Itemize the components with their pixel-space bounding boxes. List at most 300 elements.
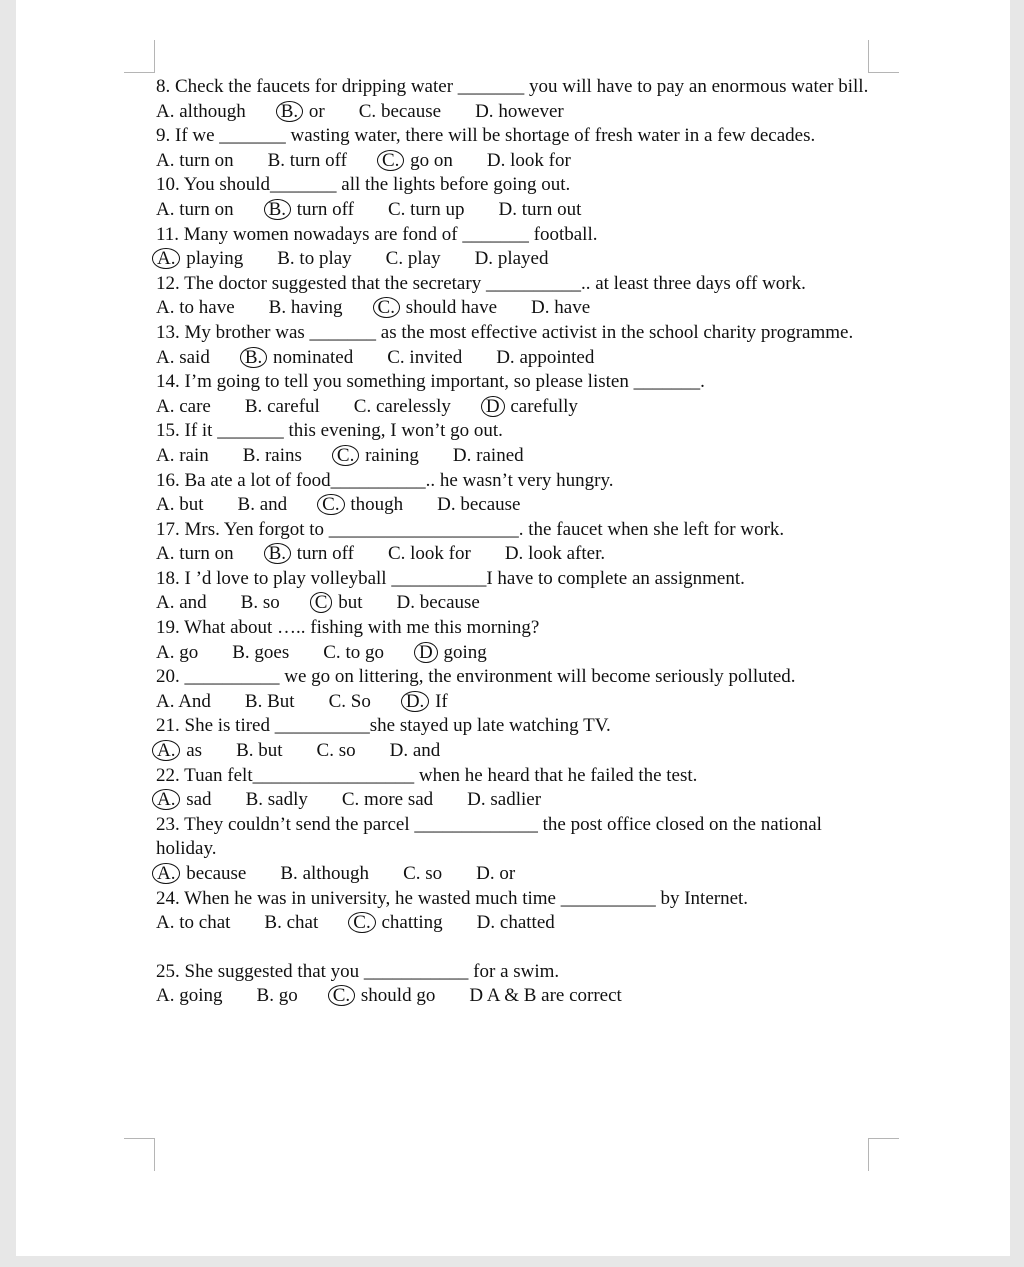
option-text: so xyxy=(338,740,356,762)
question-text: You should_______ all the lights before going out. xyxy=(183,174,571,196)
answer-option xyxy=(476,862,515,887)
option-text: turn on xyxy=(179,149,234,171)
option-text: chat xyxy=(286,912,319,934)
question-stem xyxy=(156,665,881,690)
option-text: If xyxy=(435,690,448,712)
answer-options xyxy=(156,296,881,321)
question-stem xyxy=(156,887,881,912)
question-text: Tuan felt_________________ when he heard that he failed the test. xyxy=(184,764,698,786)
option-letter: B. xyxy=(242,444,261,466)
option-letter: D xyxy=(414,642,438,663)
answer-option xyxy=(156,493,204,518)
option-letter: D. xyxy=(486,149,506,171)
option-text: play xyxy=(407,248,441,270)
option-text: A & B are correct xyxy=(486,985,622,1007)
question-number: 24. xyxy=(156,887,180,909)
option-letter: A. xyxy=(156,395,175,417)
answer-options xyxy=(156,911,881,936)
answer-option xyxy=(396,591,479,616)
option-letter: D xyxy=(481,396,505,417)
option-letter: B. xyxy=(232,641,250,663)
question-item xyxy=(156,665,881,714)
option-text: playing xyxy=(186,248,244,270)
answer-option-circled xyxy=(156,247,243,272)
option-text: carelessly xyxy=(375,395,451,417)
answer-option-circled xyxy=(156,739,202,764)
answer-option-circled xyxy=(314,591,363,616)
answer-option xyxy=(387,346,462,371)
answer-option xyxy=(329,690,371,715)
option-text: invited xyxy=(409,346,463,368)
option-text: so xyxy=(425,863,443,884)
question-stem xyxy=(156,272,881,297)
question-number: 20. xyxy=(156,666,180,688)
question-item xyxy=(156,124,881,173)
question-item xyxy=(156,223,881,272)
option-text: or xyxy=(499,863,516,884)
option-letter: C. xyxy=(323,641,341,663)
answer-option xyxy=(531,296,590,321)
answer-option-circled xyxy=(336,444,419,469)
option-text: look for xyxy=(410,543,471,565)
question-text: If we _______ wasting water, there will be shortage of fresh water in a few decades. xyxy=(175,125,816,147)
option-letter: D. xyxy=(531,297,550,319)
answer-option-circled xyxy=(405,690,448,715)
answer-options xyxy=(156,493,881,518)
question-stem xyxy=(156,567,881,592)
answer-options xyxy=(156,395,881,420)
question-stem xyxy=(156,960,881,985)
option-letter: B. xyxy=(280,863,298,884)
option-letter: A. xyxy=(156,985,175,1007)
answer-option xyxy=(354,395,451,420)
option-letter: D. xyxy=(504,543,524,565)
question-stem xyxy=(156,173,881,198)
question-item xyxy=(156,714,881,763)
question-stem xyxy=(156,764,881,789)
question-stem xyxy=(156,419,881,444)
option-letter: D. xyxy=(401,691,429,712)
answer-option-circled xyxy=(280,100,325,125)
question-item xyxy=(156,518,881,567)
option-text: and xyxy=(259,494,288,516)
option-text: because xyxy=(186,863,247,884)
option-text: go on xyxy=(410,149,453,171)
answer-options xyxy=(156,641,881,666)
option-letter: C. xyxy=(353,395,372,417)
option-letter: B. xyxy=(267,149,286,171)
answer-options xyxy=(156,100,881,125)
question-item xyxy=(156,960,881,1009)
question-stem xyxy=(156,813,881,862)
answer-options xyxy=(156,346,881,371)
option-text: or xyxy=(308,100,325,122)
answer-option xyxy=(280,862,369,887)
answer-options xyxy=(156,788,881,813)
question-text: Mrs. Yen forgot to ____________________. the faucet when she left for work. xyxy=(184,518,785,540)
option-text: to chat xyxy=(179,912,231,934)
option-letter: C. xyxy=(317,494,344,515)
option-letter: A. xyxy=(156,297,175,319)
answer-option xyxy=(496,346,594,371)
question-text: The doctor suggested that the secretary __________.. at least three days off work. xyxy=(184,272,806,294)
question-number: 9. xyxy=(156,125,171,147)
question-number: 11. xyxy=(156,223,180,245)
option-text: have xyxy=(554,297,591,319)
answer-option xyxy=(156,911,230,936)
answer-option xyxy=(475,100,564,125)
option-letter: D. xyxy=(476,863,495,884)
answer-option xyxy=(245,690,295,715)
question-stem xyxy=(156,469,881,494)
question-text: When he was in university, he wasted much time __________ by Internet. xyxy=(184,887,749,909)
option-letter: D. xyxy=(437,494,456,516)
question-text: What about ….. fishing with me this morning? xyxy=(184,617,540,639)
option-letter: A. xyxy=(152,248,180,269)
option-letter: B. xyxy=(276,101,303,122)
question-text: They couldn’t send the parcel _____________ the post office closed on the national holiday. xyxy=(156,813,822,860)
option-letter: A. xyxy=(156,641,175,663)
answer-option-circled xyxy=(268,542,354,567)
answer-option xyxy=(487,149,571,174)
answer-option xyxy=(156,444,209,469)
answer-option xyxy=(437,493,520,518)
option-letter: D. xyxy=(396,592,415,614)
option-letter: A. xyxy=(156,592,175,614)
option-text: as xyxy=(186,740,203,762)
option-letter: B. xyxy=(237,494,255,516)
answer-option xyxy=(156,690,211,715)
answer-option xyxy=(469,984,622,1009)
option-text: because xyxy=(380,100,442,122)
margin-corner-top-right xyxy=(868,40,899,73)
option-text: turn on xyxy=(179,198,234,220)
question-stem xyxy=(156,321,881,346)
blank-line xyxy=(156,936,881,960)
answer-option xyxy=(453,444,524,469)
option-letter: C. xyxy=(387,198,406,220)
question-number: 17. xyxy=(156,518,180,540)
option-letter: A. xyxy=(156,198,175,220)
option-letter: A. xyxy=(156,494,175,516)
answer-option xyxy=(477,911,555,936)
option-letter: C. xyxy=(328,690,346,712)
answer-option xyxy=(499,198,582,223)
question-text: I ’d love to play volleyball __________I have to complete an assignment. xyxy=(184,567,745,589)
answer-option xyxy=(156,198,234,223)
answer-option xyxy=(388,542,471,567)
option-letter: A. xyxy=(152,740,180,761)
question-number: 25. xyxy=(156,960,180,982)
option-text: however xyxy=(498,100,564,122)
question-stem xyxy=(156,714,881,739)
question-number: 18. xyxy=(156,567,180,589)
answer-options xyxy=(156,247,881,272)
question-text: She is tired __________she stayed up late watching TV. xyxy=(184,715,611,737)
option-letter: C xyxy=(310,592,333,613)
option-letter: D. xyxy=(467,789,486,811)
option-letter: C. xyxy=(403,863,421,884)
option-text: rains xyxy=(264,444,302,466)
option-text: to have xyxy=(179,297,235,319)
option-text: careful xyxy=(267,395,320,417)
answer-options xyxy=(156,444,881,469)
option-letter: C. xyxy=(358,100,377,122)
answer-option-circled xyxy=(485,395,578,420)
option-text: rained xyxy=(476,444,524,466)
answer-option xyxy=(246,788,308,813)
answer-option xyxy=(257,984,298,1009)
answer-option xyxy=(156,984,223,1009)
answer-option xyxy=(269,296,343,321)
question-item xyxy=(156,764,881,813)
option-text: but xyxy=(338,592,363,614)
question-number: 22. xyxy=(156,764,180,786)
question-item xyxy=(156,469,881,518)
option-text: turn off xyxy=(296,198,354,220)
answer-option xyxy=(317,739,356,764)
option-text: should have xyxy=(405,297,498,319)
question-item xyxy=(156,272,881,321)
question-number: 23. xyxy=(156,813,180,835)
option-text: and xyxy=(179,592,207,614)
option-letter: D. xyxy=(498,198,517,220)
question-number: 8. xyxy=(156,76,171,97)
question-item xyxy=(156,75,881,124)
option-letter: B. xyxy=(277,248,295,270)
margin-corner-top-left xyxy=(124,40,155,73)
question-text: I’m going to tell you something important, so please listen _______. xyxy=(184,371,705,393)
option-letter: C. xyxy=(341,789,360,811)
answer-option xyxy=(342,788,433,813)
option-text: having xyxy=(290,297,343,319)
question-stem xyxy=(156,518,881,543)
question-number: 12. xyxy=(156,272,180,294)
option-text: appointed xyxy=(519,346,595,368)
option-text: sad xyxy=(186,789,212,811)
answer-option xyxy=(232,641,289,666)
option-text: although xyxy=(179,100,246,122)
option-text: So xyxy=(350,690,371,712)
question-item xyxy=(156,887,881,936)
answer-options xyxy=(156,984,881,1009)
question-item xyxy=(156,813,881,887)
option-text: because xyxy=(419,592,480,614)
question-item xyxy=(156,616,881,665)
option-text: turn on xyxy=(179,543,234,565)
question-number: 15. xyxy=(156,420,180,442)
option-letter: B. xyxy=(244,690,263,712)
option-letter: C. xyxy=(377,150,404,171)
option-letter: B. xyxy=(264,912,282,934)
option-letter: B. xyxy=(264,543,291,564)
option-text: look after. xyxy=(528,543,606,565)
question-stem xyxy=(156,124,881,149)
answer-option xyxy=(323,641,384,666)
question-list xyxy=(156,75,881,1009)
question-number: 16. xyxy=(156,469,180,491)
option-text: go xyxy=(278,985,298,1007)
option-letter: A. xyxy=(152,863,180,884)
option-letter: A. xyxy=(152,789,180,810)
answer-option xyxy=(241,591,280,616)
answer-option xyxy=(277,247,351,272)
answer-options xyxy=(156,149,881,174)
option-text: And xyxy=(178,690,211,712)
question-number: 21. xyxy=(156,715,180,737)
answer-option-circled xyxy=(381,149,453,174)
option-text: chatted xyxy=(499,912,555,934)
option-text: though xyxy=(350,494,404,516)
option-text: going xyxy=(443,641,487,663)
option-text: But xyxy=(267,690,295,712)
answer-option-circled xyxy=(321,493,403,518)
margin-corner-bottom-left xyxy=(124,1138,155,1171)
option-text: should go xyxy=(360,985,436,1007)
option-text: turn off xyxy=(289,149,347,171)
answer-option xyxy=(467,788,541,813)
option-letter: C. xyxy=(328,985,355,1006)
option-text: sadlier xyxy=(490,789,542,811)
option-letter: D. xyxy=(475,100,494,122)
option-letter: B. xyxy=(268,297,287,319)
option-text: to play xyxy=(299,248,352,270)
option-letter: D. xyxy=(474,248,494,270)
option-letter: C. xyxy=(316,740,334,762)
question-stem xyxy=(156,370,881,395)
option-letter: A. xyxy=(156,149,175,171)
answer-option xyxy=(236,739,282,764)
option-text: rain xyxy=(179,444,209,466)
option-letter: B. xyxy=(264,199,291,220)
option-letter: B. xyxy=(244,395,263,417)
answer-option-circled xyxy=(156,788,212,813)
question-text: My brother was _______ as the most effective activist in the school charity programme. xyxy=(184,321,854,343)
option-letter: D. xyxy=(476,912,496,934)
option-letter: A. xyxy=(156,690,175,712)
option-text: carefully xyxy=(510,395,578,417)
answer-option xyxy=(505,542,605,567)
answer-option xyxy=(156,641,198,666)
answer-option xyxy=(156,346,210,371)
answer-option xyxy=(245,395,320,420)
answer-option xyxy=(268,149,347,174)
answer-option xyxy=(238,493,288,518)
option-text: although xyxy=(302,863,370,884)
answer-option-circled xyxy=(244,346,353,371)
option-letter: A. xyxy=(156,912,175,934)
answer-option xyxy=(156,100,246,125)
answer-options xyxy=(156,739,881,764)
option-text: sadly xyxy=(267,789,308,811)
option-text: played xyxy=(497,248,549,270)
question-item xyxy=(156,321,881,370)
option-text: turn up xyxy=(410,198,465,220)
option-text: nominated xyxy=(273,346,354,368)
option-letter: A. xyxy=(156,543,175,565)
answer-option-circled xyxy=(377,296,497,321)
option-text: raining xyxy=(365,444,419,466)
option-text: so xyxy=(262,592,280,614)
option-letter: A. xyxy=(156,444,175,466)
option-letter: B. xyxy=(256,985,274,1007)
question-item xyxy=(156,567,881,616)
option-text: but xyxy=(179,494,204,516)
option-text: going xyxy=(179,985,223,1007)
answer-option xyxy=(156,149,234,174)
answer-option xyxy=(403,862,442,887)
option-text: and xyxy=(412,740,441,762)
option-letter: C. xyxy=(385,248,404,270)
option-text: care xyxy=(179,395,211,417)
option-text: turn off xyxy=(296,543,354,565)
option-text: goes xyxy=(254,641,290,663)
answer-options xyxy=(156,591,881,616)
question-text: She suggested that you ___________ for a swim. xyxy=(184,960,560,982)
answer-options xyxy=(156,862,881,887)
option-letter: B. xyxy=(245,789,263,811)
option-text: chatting xyxy=(381,912,443,934)
option-letter: B. xyxy=(240,592,259,614)
option-letter: C. xyxy=(387,346,405,368)
answer-option-circled xyxy=(418,641,487,666)
answer-option-circled xyxy=(156,862,246,887)
answer-option xyxy=(156,395,211,420)
option-text: but xyxy=(258,740,283,762)
option-letter: D. xyxy=(496,346,515,368)
option-letter: D. xyxy=(452,444,472,466)
option-letter: B. xyxy=(236,740,254,762)
answer-option xyxy=(156,542,234,567)
option-text: look for xyxy=(510,149,571,171)
option-text: to go xyxy=(345,641,384,663)
answer-option xyxy=(359,100,441,125)
question-text: If it _______ this evening, I won’t go out. xyxy=(184,420,503,442)
answer-option xyxy=(390,739,441,764)
question-text: Many women nowadays are fond of _______ football. xyxy=(183,223,598,245)
question-number: 13. xyxy=(156,321,180,343)
answer-option xyxy=(386,247,441,272)
answer-option xyxy=(388,198,465,223)
margin-corner-bottom-right xyxy=(868,1138,899,1171)
option-letter: B. xyxy=(240,347,267,368)
answer-option-circled xyxy=(332,984,436,1009)
answer-options xyxy=(156,198,881,223)
question-text: __________ we go on littering, the environment will become seriously polluted. xyxy=(184,666,796,688)
option-letter: C. xyxy=(348,912,375,933)
option-letter: D. xyxy=(389,740,409,762)
document-page xyxy=(16,0,1010,1256)
question-text: Ba ate a lot of food__________.. he wasn’t very hungry. xyxy=(184,469,614,491)
answer-options xyxy=(156,690,881,715)
option-letter: C. xyxy=(332,445,359,466)
question-item xyxy=(156,370,881,419)
option-text: turn out xyxy=(521,198,582,220)
question-stem xyxy=(156,75,881,100)
option-text: because xyxy=(460,494,521,516)
question-item xyxy=(156,173,881,222)
answer-option xyxy=(156,296,235,321)
question-number: 19. xyxy=(156,617,180,639)
answer-option xyxy=(243,444,302,469)
answer-option xyxy=(475,247,549,272)
question-item xyxy=(156,419,881,468)
option-text: go xyxy=(179,641,199,663)
answer-option-circled xyxy=(352,911,442,936)
option-letter: A. xyxy=(156,100,175,122)
answer-option-circled xyxy=(268,198,354,223)
answer-options xyxy=(156,542,881,567)
